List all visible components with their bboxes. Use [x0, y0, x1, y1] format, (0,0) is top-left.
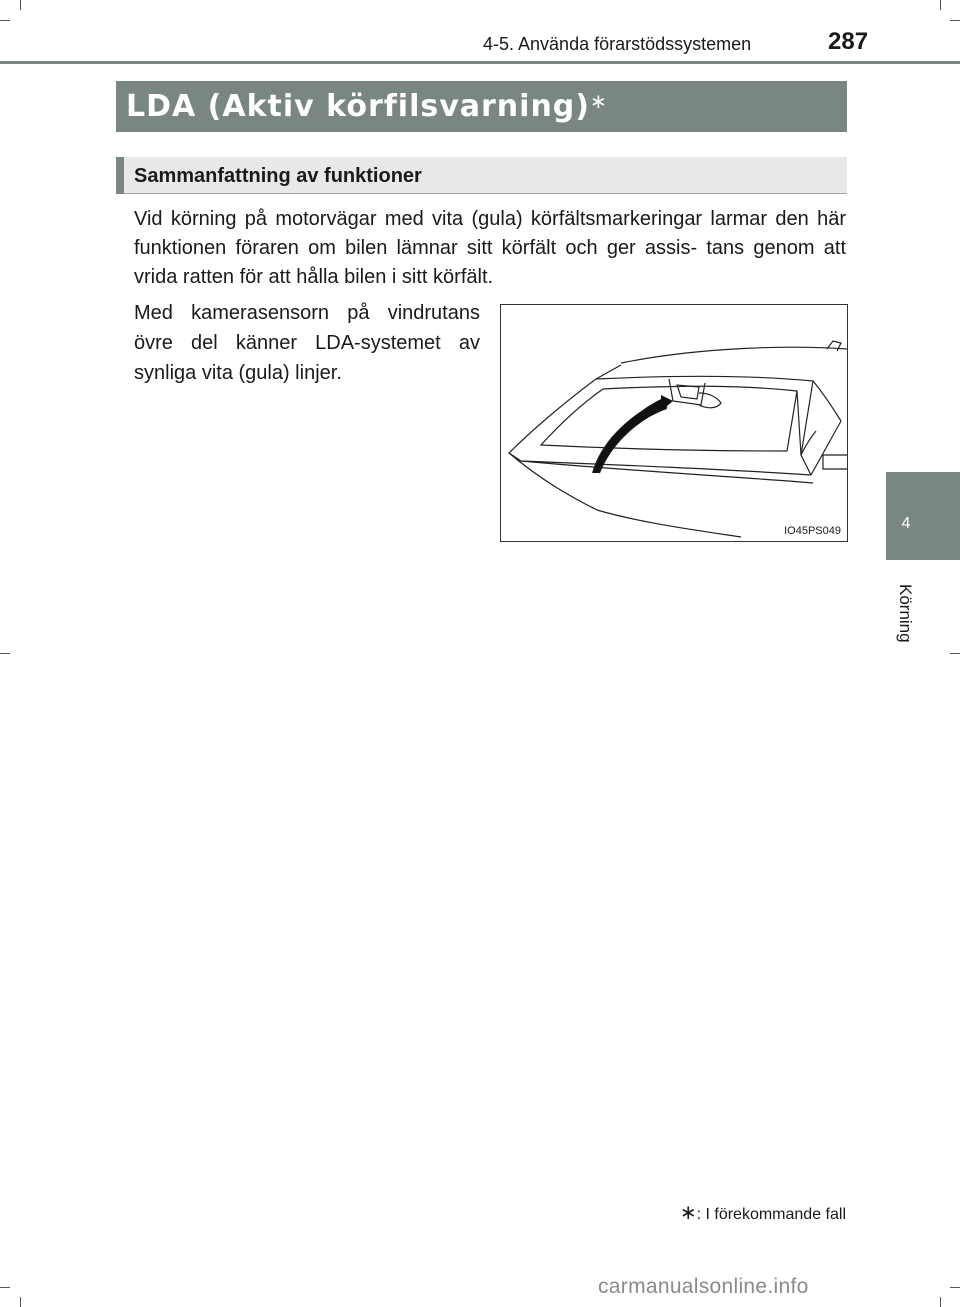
title-bar [116, 81, 847, 132]
subsection-header [116, 157, 847, 194]
chapter-tab [886, 472, 960, 560]
chapter-number: 4 [901, 515, 911, 532]
body-paragraph-camera: Med kamerasensorn på vindrutans övre del känner LDA-systemet av synliga vita (gula) linjer. [134, 302, 480, 384]
page-title-text: LDA (Aktiv körfilsvarning) [126, 89, 590, 124]
crop-mark [950, 653, 960, 654]
page-title [126, 89, 608, 124]
page-number: 287 [828, 28, 869, 55]
footnote [680, 1200, 846, 1225]
subsection-accent [116, 157, 124, 194]
windshield-camera-illustration [500, 304, 848, 542]
footnote-star: ∗ [679, 1202, 697, 1224]
crop-mark [950, 20, 960, 21]
crop-mark [0, 653, 10, 654]
header-divider [0, 61, 960, 64]
crop-mark [0, 1287, 10, 1288]
footnote-marker: ∗ [590, 89, 608, 113]
crop-mark [950, 1287, 960, 1288]
crop-mark [20, 1297, 21, 1307]
body-paragraph: Vid körning på motorvägar med vita (gula) körfältsmarkeringar larmar den här funktionen föraren om bilen lämnar sitt körfält och ger assis- tans genom att vrida ratten för att hålla bilen i sitt körfält. [134, 208, 846, 288]
chapter-label: Körning [896, 584, 915, 643]
subsection-title: Sammanfattning av funktioner [134, 165, 422, 187]
watermark: carmanualsonline.info [598, 1275, 809, 1298]
figure-code: IO45PS049 [784, 525, 841, 537]
crop-mark [20, 0, 21, 10]
windshield-drawing [501, 305, 847, 541]
crop-mark [0, 20, 10, 21]
footnote-text: : I förekommande fall [696, 1206, 846, 1223]
crop-mark [940, 1297, 941, 1307]
crop-mark [940, 0, 941, 10]
header-section-title: 4-5. Använda förarstödssystemen [483, 34, 752, 54]
